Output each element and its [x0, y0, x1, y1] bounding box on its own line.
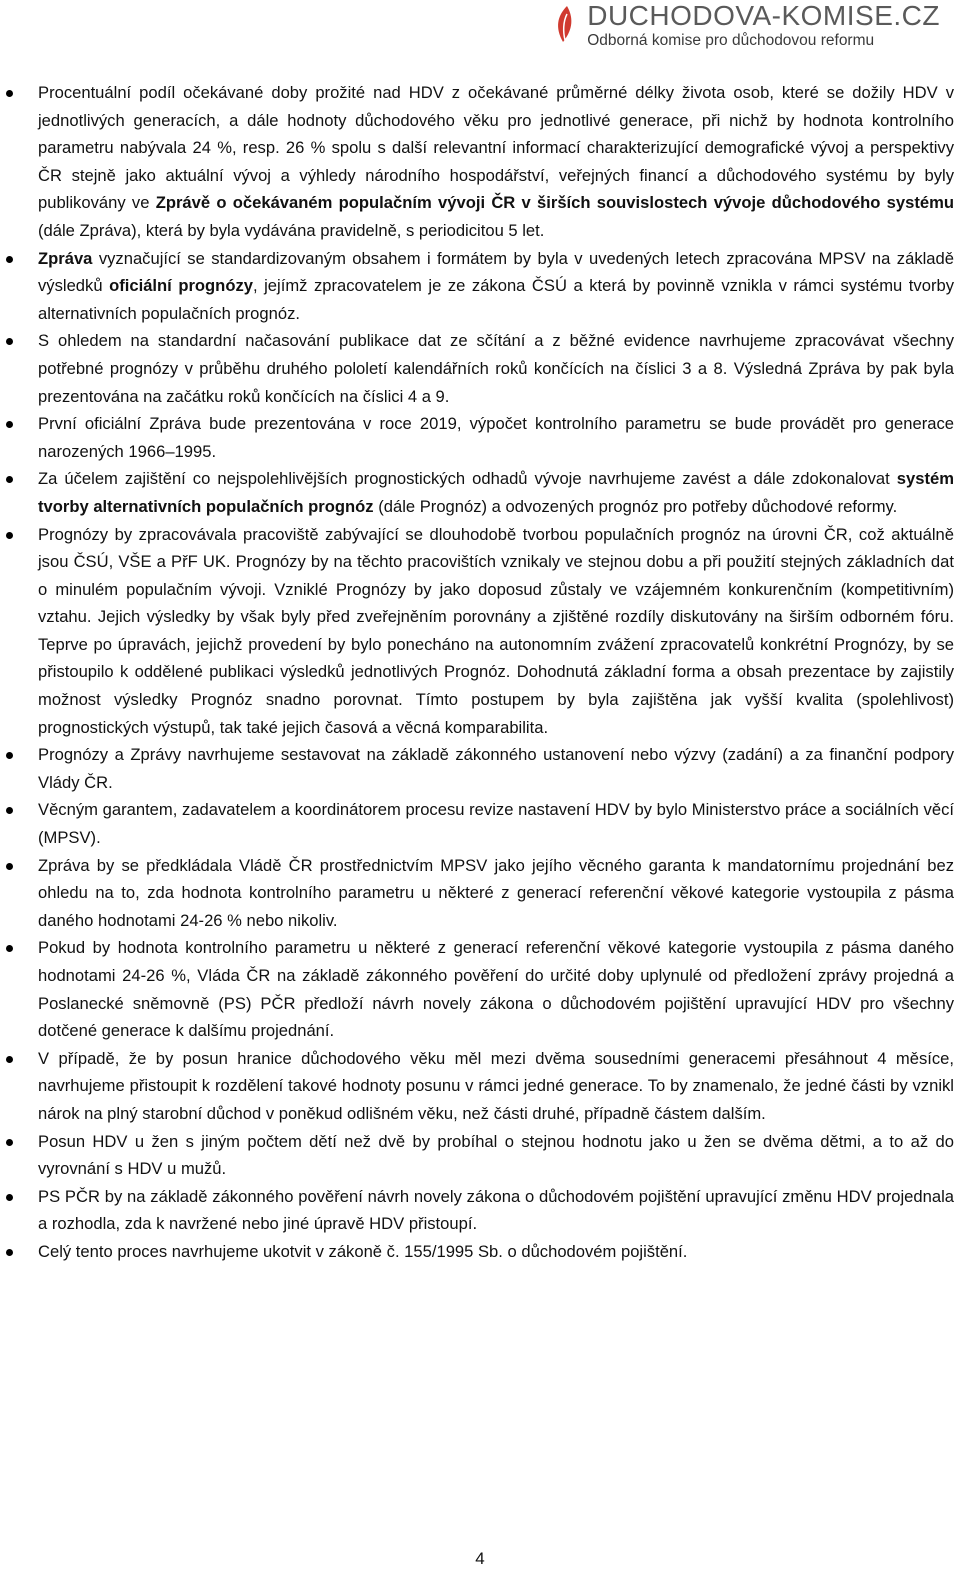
text-run: Pokud by hodnota kontrolního parametru u některé z generací referenční věkové kategorie vystoupila z pásma daného hodnotami 24-26 %, Vláda ČR na základě zákonného pověření do určité doby uplynulé od předložení zprávy projedná a Poslanecké sněmovně (PS) PČR předloží návrh novely zákona o důchodovém pojištění upravující HDV pro všechny dotčené generace k dalšímu projednání.	[38, 938, 954, 1041]
bullet-icon	[6, 421, 13, 428]
list-item	[0, 327, 960, 410]
bold-text: systém tvorby alternativních populačních prognóz	[38, 469, 954, 516]
bullet-icon	[6, 752, 13, 759]
text-run: (dále Zpráva), která by byla vydávána pravidelně, s periodicitou 5 let.	[38, 220, 545, 240]
page-number: 4	[475, 1549, 485, 1568]
bullet-icon	[6, 945, 13, 952]
text-run: Celý tento proces navrhujeme ukotvit v zákoně č. 155/1995 Sb. o důchodovém pojištění.	[38, 1241, 688, 1261]
bullet-icon	[6, 532, 13, 539]
logo-subtitle: Odborná komise pro důchodovou reformu	[587, 32, 875, 49]
text-run: Zpráva by se předkládala Vládě ČR prostřednictvím MPSV jako jejího věcného garanta k mandatornímu projednání bez ohledu na to, zda hodnota kontrolního parametru u některé z generací referenční věkové kategorie vystoupila z pásma daného hodnotami 24-26 % nebo nikoliv.	[38, 855, 954, 930]
text-run: S ohledem na standardní načasování publikace dat ze sčítání a z běžné evidence navrhujeme zpracovávat všechny potřebné prognózy v průběhu druhého pololetí kalendářních roků končících na číslici 3 a 8. Výsledná Zpráva by pak byla prezentována na začátku roků končících na číslici 4 a 9.	[38, 331, 954, 406]
list-item	[0, 410, 960, 465]
bullet-icon	[6, 476, 13, 483]
text-run: Prognózy a Zprávy navrhujeme sestavovat na základě zákonného ustanovení nebo výzvy (zadání) a za finanční podpory Vlády ČR.	[38, 745, 954, 792]
text-run: Procentuální podíl očekávané doby prožité nad HDV z očekávané průměrné délky života osob, které se dožily HDV v jednotlivých generacích, a dále hodnoty důchodového věku pro jednotlivé generace, při nichž by hodnota kontrolního parametru nabývala 24 %, resp. 26 % spolu s další relevantní informací charakterizující demografické vývoj a perspektivy ČR stejně jako aktuální vývoj a výhledy národního hospodářství, veřejných financí a důchodového systému by byly publikovány ve	[38, 83, 954, 213]
bullet-icon	[6, 1139, 13, 1146]
list-item	[0, 521, 960, 742]
logo-leaf-icon	[551, 2, 581, 46]
list-item	[0, 1128, 960, 1183]
bold-text: Zpráva	[38, 248, 93, 268]
text-run: Za účelem zajištění co nejspolehlivějších prognostických odhadů vývoje navrhujeme zavést a dále zdokonalovat	[38, 469, 897, 489]
list-item	[0, 741, 960, 796]
list-item	[0, 465, 960, 520]
bullet-icon	[6, 1194, 13, 1201]
bold-text: oficiální prognózy	[109, 276, 253, 296]
site-logo	[551, 2, 940, 50]
text-run: Posun HDV u žen s jiným počtem dětí než dvě by probíhal o stejnou hodnotu jako u žen se dvěma dětmi, a to až do vyrovnání s HDV u mužů.	[38, 1131, 954, 1179]
text-run: vyznačující se standardizovaným obsahem i formátem by byla v uvedených letech zpracována MPSV na základě výsledků	[38, 248, 954, 296]
text-run: V případě, že by posun hranice důchodového věku měl mezi dvěma sousedními generacemi přesáhnout 4 měsíce, navrhujeme přistoupit k rozdělení takové hodnoty posunu v rámci jedné generace. To by znamenalo, že jedné části by vznikl nárok na plný starobní důchod v poněkud odlišném věku, než části druhé, případně částem dalším.	[38, 1048, 954, 1123]
list-item	[0, 245, 960, 328]
bullet-icon	[6, 90, 13, 97]
list-item	[0, 1045, 960, 1128]
text-run: , jejímž zpracovatelem je ze zákona ČSÚ a která by povinně vznikla v rámci systému tvorby alternativních populačních prognóz.	[38, 276, 954, 323]
list-item	[0, 852, 960, 935]
list-item	[0, 1238, 960, 1266]
text-run: PS PČR by na základě zákonného pověření návrh novely zákona o důchodovém pojištění upravující změnu HDV projednala a rozhodla, zda k navržené nebo jiné úpravě HDV přistoupí.	[38, 1186, 954, 1234]
document-body	[0, 79, 960, 1266]
logo-title: DUCHODOVA-KOMISE.CZ	[587, 0, 940, 31]
bullet-icon	[6, 1249, 13, 1256]
text-run: Věcným garantem, zadavatelem a koordinátorem procesu revize nastavení HDV by bylo Ministerstvo práce a sociálních věcí (MPSV).	[38, 800, 954, 848]
bold-text: Zprávě o očekávaném populačním vývoji ČR v širších souvislostech vývoje důchodového systému	[155, 193, 954, 213]
bullet-icon	[6, 1056, 13, 1063]
text-run: Prognózy by zpracovávala pracoviště zabývající se dlouhodobě tvorbou populačních prognóz na úrovni ČR, což aktuálně jsou ČSÚ, VŠE a PřF UK. Prognózy by na těchto pracovištích vznikaly ve stejnou dobu a při použití stejných základních dat o minulém populačním vývoji. Vzniklé Prognózy by jako doposud zůstaly ve vzájemném konkurenčním (kompetitivním) vztahu. Jejich výsledky by však byly před zveřejněním porovnány a zjištěné rozdíly diskutovány na širším odborném fóru. Teprve po úpravách, jejichž provedení by bylo ponecháno na autonomním zvážení zpracovatelů konkrétní Prognózy, by se přistoupilo k oddělené publikaci výsledků jednotlivých Prognóz. Dohodnutá základní forma a obsah prezentace by zajistily možnost výsledky Prognóz snadno porovnat. Tímto postupem by byla zajištěna jak vyšší kvalita (spolehlivost) prognostických výstupů, tak také jejich časová a věcná komparabilita.	[38, 524, 954, 737]
list-item	[0, 796, 960, 851]
bullet-list	[0, 79, 960, 1266]
list-item	[0, 934, 960, 1044]
text-run: První oficiální Zpráva bude prezentována v roce 2019, výpočet kontrolního parametru se bude provádět pro generace narozených 1966–1995.	[38, 414, 954, 461]
list-item	[0, 1183, 960, 1238]
bullet-icon	[6, 863, 13, 870]
bullet-icon	[6, 338, 13, 345]
bullet-icon	[6, 256, 13, 263]
text-run: (dále Prognóz) a odvozených prognóz pro potřeby důchodové reformy.	[373, 496, 898, 516]
bullet-icon	[6, 807, 13, 814]
list-item	[0, 79, 960, 245]
